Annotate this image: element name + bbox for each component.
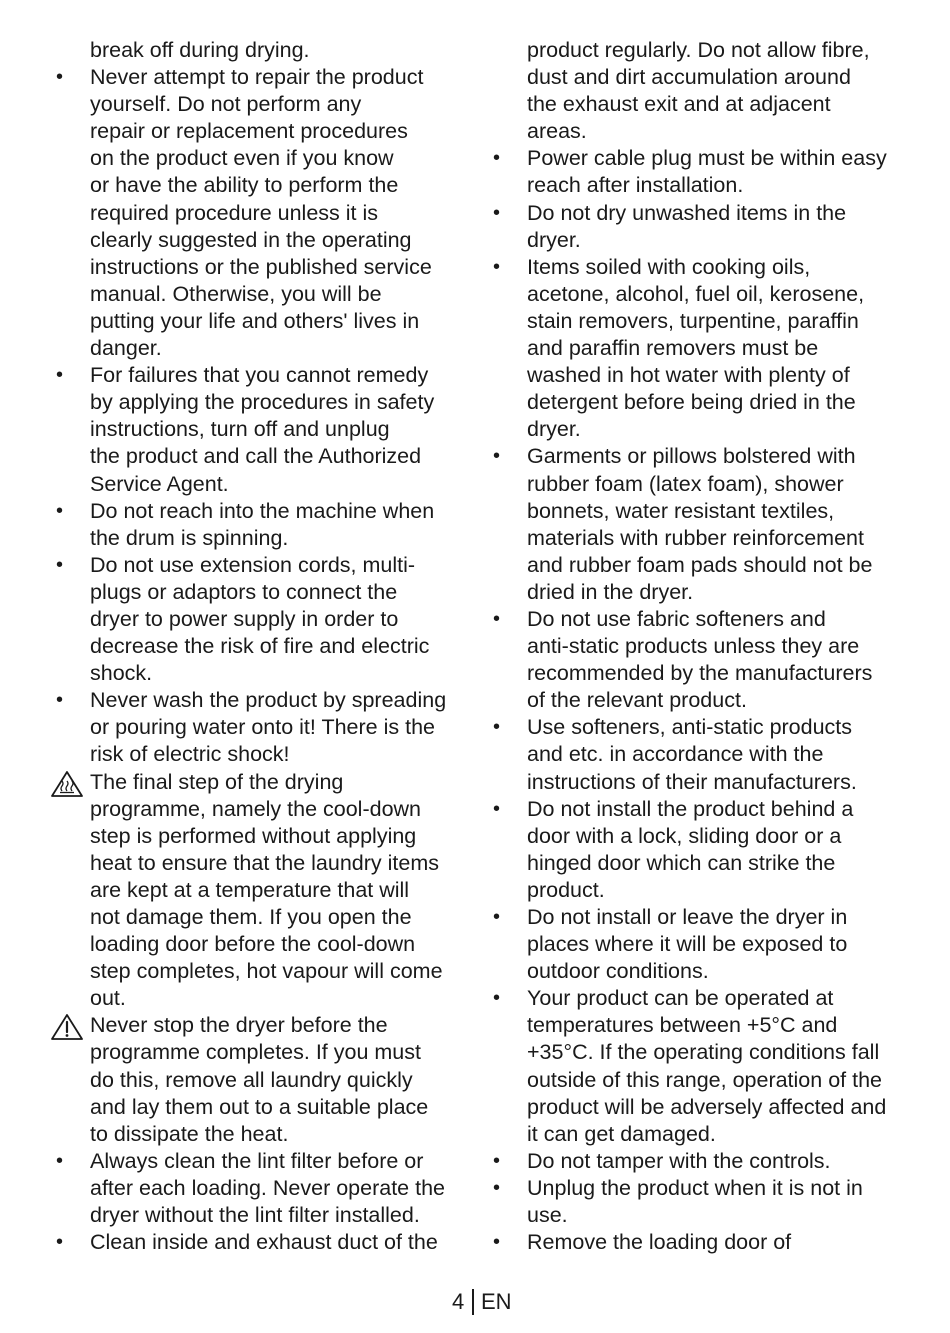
line-text: Remove the loading door of [527,1230,792,1255]
text-line [50,714,460,741]
line-text: use. [527,1203,568,1228]
bullet-marker [50,1229,90,1256]
bullet-icon: • [56,689,64,712]
line-text: stain removers, turpentine, paraffin [527,308,859,333]
warning-marker [50,1012,90,1039]
line-text: outdoor conditions. [527,959,709,984]
line-text: Clean inside and exhaust duct of the [90,1230,438,1255]
bullet-icon: • [493,1231,501,1254]
text-line [50,1012,460,1039]
indent-space [50,471,90,498]
text-line [487,877,905,904]
bullet-marker [487,1175,527,1202]
language-code: EN [481,1289,512,1314]
line-text: loading door before the cool-down [90,932,416,957]
indent-space [50,525,90,552]
text-line [50,335,460,362]
line-text: or pouring water onto it! There is the [90,715,435,740]
text-line [50,958,460,985]
text-line [487,552,905,579]
text-line [487,904,905,931]
line-text: Do not use fabric softeners and [527,606,826,631]
text-line [487,281,905,308]
line-text: the exhaust exit and at adjacent [527,92,831,117]
text-line [50,1121,460,1148]
indent-space [50,1039,90,1066]
line-text: dryer without the lint filter installed. [90,1203,420,1228]
text-line [487,118,905,145]
page-footer [0,1287,950,1317]
line-text: Service Agent. [90,471,229,496]
text-line [487,1202,905,1229]
indent-space [50,904,90,931]
line-text: and paraffin removers must be [527,336,819,361]
bullet-icon: • [56,66,64,89]
line-text: clearly suggested in the operating [90,227,412,252]
line-text: danger. [90,336,162,361]
indent-space [50,416,90,443]
line-text: washed in hot water with plenty of [527,363,850,388]
bullet-marker [487,904,527,931]
text-line [50,877,460,904]
text-line [50,1175,460,1202]
text-line [487,1094,905,1121]
text-line [50,200,460,227]
text-line [50,471,460,498]
bullet-marker [487,796,527,823]
bullet-marker [487,985,527,1012]
line-text: recommended by the manufacturers [527,661,873,686]
text-line [50,985,460,1012]
text-line [50,416,460,443]
line-text: instructions or the published service [90,254,432,279]
text-line [487,1175,905,1202]
line-text: step completes, hot vapour will come [90,959,443,984]
text-line [487,796,905,823]
indent-space [487,741,527,768]
bullet-marker [487,200,527,227]
line-text: dryer. [527,227,581,252]
line-text: decrease the risk of fire and electric [90,634,430,659]
text-line [50,227,460,254]
text-line [487,1039,905,1066]
indent-space [50,443,90,470]
bullet-icon: • [56,364,64,387]
line-text: instructions, turn off and unplug [90,417,390,442]
indent-space [487,91,527,118]
indent-space [487,687,527,714]
text-line [487,362,905,389]
text-line [50,525,460,552]
indent-space [487,362,527,389]
text-line [50,37,460,64]
indent-space [487,416,527,443]
indent-space [50,37,90,64]
text-line [50,145,460,172]
left-text-column [50,37,460,1256]
text-line [487,1012,905,1039]
line-text: Unplug the product when it is not in [527,1175,863,1200]
line-text: dryer to power supply in order to [90,606,399,631]
line-text: putting your life and others' lives in [90,308,420,333]
text-line [487,985,905,1012]
line-text: The final step of the drying [90,769,344,794]
line-text: Do not reach into the machine when [90,498,435,523]
line-text: Never attempt to repair the product [90,65,424,90]
indent-space [50,389,90,416]
bullet-icon: • [56,1231,64,1254]
text-line [50,64,460,91]
text-line [50,823,460,850]
bullet-marker [487,443,527,470]
line-text: required procedure unless it is [90,200,379,225]
bullet-marker [50,1148,90,1175]
text-line [50,687,460,714]
bullet-icon: • [493,607,501,630]
bullet-icon: • [493,147,501,170]
indent-space [487,118,527,145]
bullet-icon: • [493,445,501,468]
indent-space [487,877,527,904]
line-text: do this, remove all laundry quickly [90,1067,413,1092]
text-line [487,714,905,741]
line-text: shock. [90,661,153,686]
indent-space [50,1202,90,1229]
bullet-icon: • [56,1149,64,1172]
line-text: dust and dirt accumulation around [527,65,851,90]
indent-space [50,1067,90,1094]
line-text: Do not use extension cords, multi- [90,552,416,577]
indent-space [50,633,90,660]
bullet-icon: • [493,255,501,278]
indent-space [487,172,527,199]
line-text: Do not install the product behind a [527,796,854,821]
line-text: Do not install or leave the dryer in [527,905,848,929]
line-text: dryer. [527,417,581,442]
bullet-icon: • [493,716,501,739]
line-text: bonnets, water resistant textiles, [527,498,835,523]
text-line [487,91,905,118]
indent-space [50,1094,90,1121]
text-line [487,1121,905,1148]
bullet-icon: • [493,1176,501,1199]
line-text: Items soiled with cooking oils, [527,254,811,279]
bullet-marker [487,1229,527,1256]
text-line [50,796,460,823]
line-text: manual. Otherwise, you will be [90,281,382,306]
line-text: the product and call the Authorized [90,444,422,469]
line-text: and lay them out to a suitable place [90,1094,429,1119]
bullet-marker [487,714,527,741]
text-line [487,931,905,958]
indent-space [487,1039,527,1066]
indent-space [487,633,527,660]
text-line [487,579,905,606]
text-line [487,687,905,714]
indent-space [50,1175,90,1202]
line-text: risk of electric shock! [90,742,290,767]
line-text: reach after installation. [527,173,744,198]
line-text: programme completes. If you must [90,1040,421,1065]
text-line [50,552,460,579]
indent-space [50,877,90,904]
indent-space [487,37,527,64]
line-text: rubber foam (latex foam), shower [527,471,844,496]
line-text: anti-static products unless they are [527,634,860,659]
text-line [487,308,905,335]
text-line [50,308,460,335]
text-line [50,1094,460,1121]
text-line [50,769,460,796]
indent-space [50,227,90,254]
text-line [50,362,460,389]
indent-space [50,145,90,172]
indent-space [487,1012,527,1039]
text-line [487,416,905,443]
indent-space [50,579,90,606]
text-line [487,335,905,362]
bullet-marker [50,552,90,579]
line-text: out. [90,986,126,1011]
text-line [487,389,905,416]
text-line [50,1039,460,1066]
right-text-column [487,37,905,1256]
line-text: not damage them. If you open the [90,905,412,929]
footer-divider [472,1289,474,1315]
text-line [50,498,460,525]
line-text: instructions of their manufacturers. [527,769,857,794]
line-text: door with a lock, sliding door or a [527,823,842,848]
text-line [50,1067,460,1094]
line-text: Never stop the dryer before the [90,1013,388,1038]
indent-space [50,118,90,145]
indent-space [50,958,90,985]
line-text: hinged door which can strike the [527,850,836,875]
text-line [487,471,905,498]
indent-space [487,958,527,985]
text-line [487,64,905,91]
text-line [487,850,905,877]
bullet-marker [50,362,90,389]
bullet-icon: • [493,201,501,224]
line-text: to dissipate the heat. [90,1121,289,1146]
indent-space [487,1202,527,1229]
bullet-marker [50,498,90,525]
text-line [50,389,460,416]
indent-space [487,64,527,91]
indent-space [487,769,527,796]
indent-space [50,796,90,823]
line-text: the drum is spinning. [90,525,289,550]
indent-space [487,552,527,579]
indent-space [50,335,90,362]
indent-space [487,498,527,525]
text-line [487,633,905,660]
text-line [50,931,460,958]
text-line [487,525,905,552]
line-text: yourself. Do not perform any [90,92,362,117]
indent-space [50,850,90,877]
line-text: Do not tamper with the controls. [527,1148,831,1173]
indent-space [50,714,90,741]
text-line [487,172,905,199]
indent-space [487,931,527,958]
text-line [50,1148,460,1175]
line-text: are kept at a temperature that will [90,877,410,902]
text-line [50,904,460,931]
line-text: acetone, alcohol, fuel oil, kerosene, [527,281,865,306]
bullet-marker [487,606,527,633]
text-line [487,606,905,633]
text-line [50,172,460,199]
text-line [487,254,905,281]
line-text: temperatures between +5°C and [527,1013,838,1038]
indent-space [487,1067,527,1094]
text-line [50,633,460,660]
line-text: by applying the procedures in safety [90,390,435,415]
line-text: or have the ability to perform the [90,173,399,198]
line-text: plugs or adaptors to connect the [90,579,398,604]
line-text: For failures that you cannot remedy [90,363,429,388]
bullet-icon: • [493,797,501,820]
line-text: repair or replacement procedures [90,119,408,144]
line-text: Garments or pillows bolstered with [527,444,856,469]
bullet-marker [487,1148,527,1175]
text-line [50,91,460,118]
indent-space [50,1121,90,1148]
indent-space [487,525,527,552]
line-text: it can get damaged. [527,1121,716,1146]
line-text: programme, namely the cool-down [90,796,422,821]
text-line [50,254,460,281]
text-line [487,37,905,64]
indent-space [487,1121,527,1148]
indent-space [487,660,527,687]
line-text: of the relevant product. [527,688,747,713]
indent-space [50,308,90,335]
line-text: outside of this range, operation of the [527,1067,882,1092]
text-line [50,118,460,145]
text-line [487,1067,905,1094]
line-text: Never wash the product by spreading [90,688,447,713]
page-number: 4 [452,1289,465,1314]
indent-space [487,308,527,335]
line-text: materials with rubber reinforcement [527,525,864,550]
indent-space [487,1094,527,1121]
bullet-icon: • [56,499,64,522]
text-line [487,741,905,768]
text-line [487,958,905,985]
text-line [50,1229,460,1256]
indent-space [50,985,90,1012]
line-text: detergent before being dried in the [527,390,856,415]
text-line [50,1202,460,1229]
line-text: Your product can be operated at [527,986,834,1011]
bullet-marker [487,145,527,172]
line-text: and etc. in accordance with the [527,742,824,767]
text-line [487,498,905,525]
line-text: places where it will be exposed to [527,932,848,957]
hot-surface-warning-icon [50,769,90,796]
indent-space [487,850,527,877]
line-text: break off during drying. [90,38,310,62]
line-text: after each loading. Never operate the [90,1175,445,1200]
indent-space [50,606,90,633]
bullet-icon: • [493,1149,501,1172]
line-text: Use softeners, anti-static products [527,715,853,740]
text-line [487,1229,905,1256]
line-text: step is performed without applying [90,823,417,848]
line-text: Do not dry unwashed items in the [527,200,847,225]
line-text: Power cable plug must be within easy [527,146,887,171]
line-text: areas. [527,119,587,144]
indent-space [487,579,527,606]
text-line [487,823,905,850]
indent-space [50,823,90,850]
indent-space [50,254,90,281]
indent-space [50,660,90,687]
bullet-marker [487,254,527,281]
text-line [50,850,460,877]
line-text: dried in the dryer. [527,579,694,604]
indent-space [50,281,90,308]
text-line [487,660,905,687]
line-text: on the product even if you know [90,146,394,171]
line-text: and rubber foam pads should not be [527,552,873,577]
text-line [487,200,905,227]
indent-space [487,471,527,498]
bullet-icon: • [493,987,501,1010]
text-line [50,443,460,470]
indent-space [50,931,90,958]
line-text: product regularly. Do not allow fibre, [527,38,870,62]
indent-space [50,741,90,768]
indent-space [487,281,527,308]
line-text: Always clean the lint filter before or [90,1148,424,1173]
text-line [50,281,460,308]
line-text: heat to ensure that the laundry items [90,850,439,875]
line-text: product. [527,877,605,902]
text-line [50,741,460,768]
indent-space [487,335,527,362]
text-line [50,579,460,606]
indent-space [487,227,527,254]
bullet-marker [50,64,90,91]
text-line [487,145,905,172]
text-line [50,660,460,687]
text-line [487,769,905,796]
line-text: +35°C. If the operating conditions fall [527,1040,880,1065]
indent-space [487,823,527,850]
bullet-marker [50,687,90,714]
indent-space [487,389,527,416]
line-text: product will be adversely affected and [527,1094,887,1119]
text-line [50,606,460,633]
text-line [487,1148,905,1175]
indent-space [50,172,90,199]
bullet-icon: • [493,906,501,928]
indent-space [50,91,90,118]
bullet-icon: • [56,553,64,576]
text-line [487,227,905,254]
text-line [487,443,905,470]
indent-space [50,200,90,227]
